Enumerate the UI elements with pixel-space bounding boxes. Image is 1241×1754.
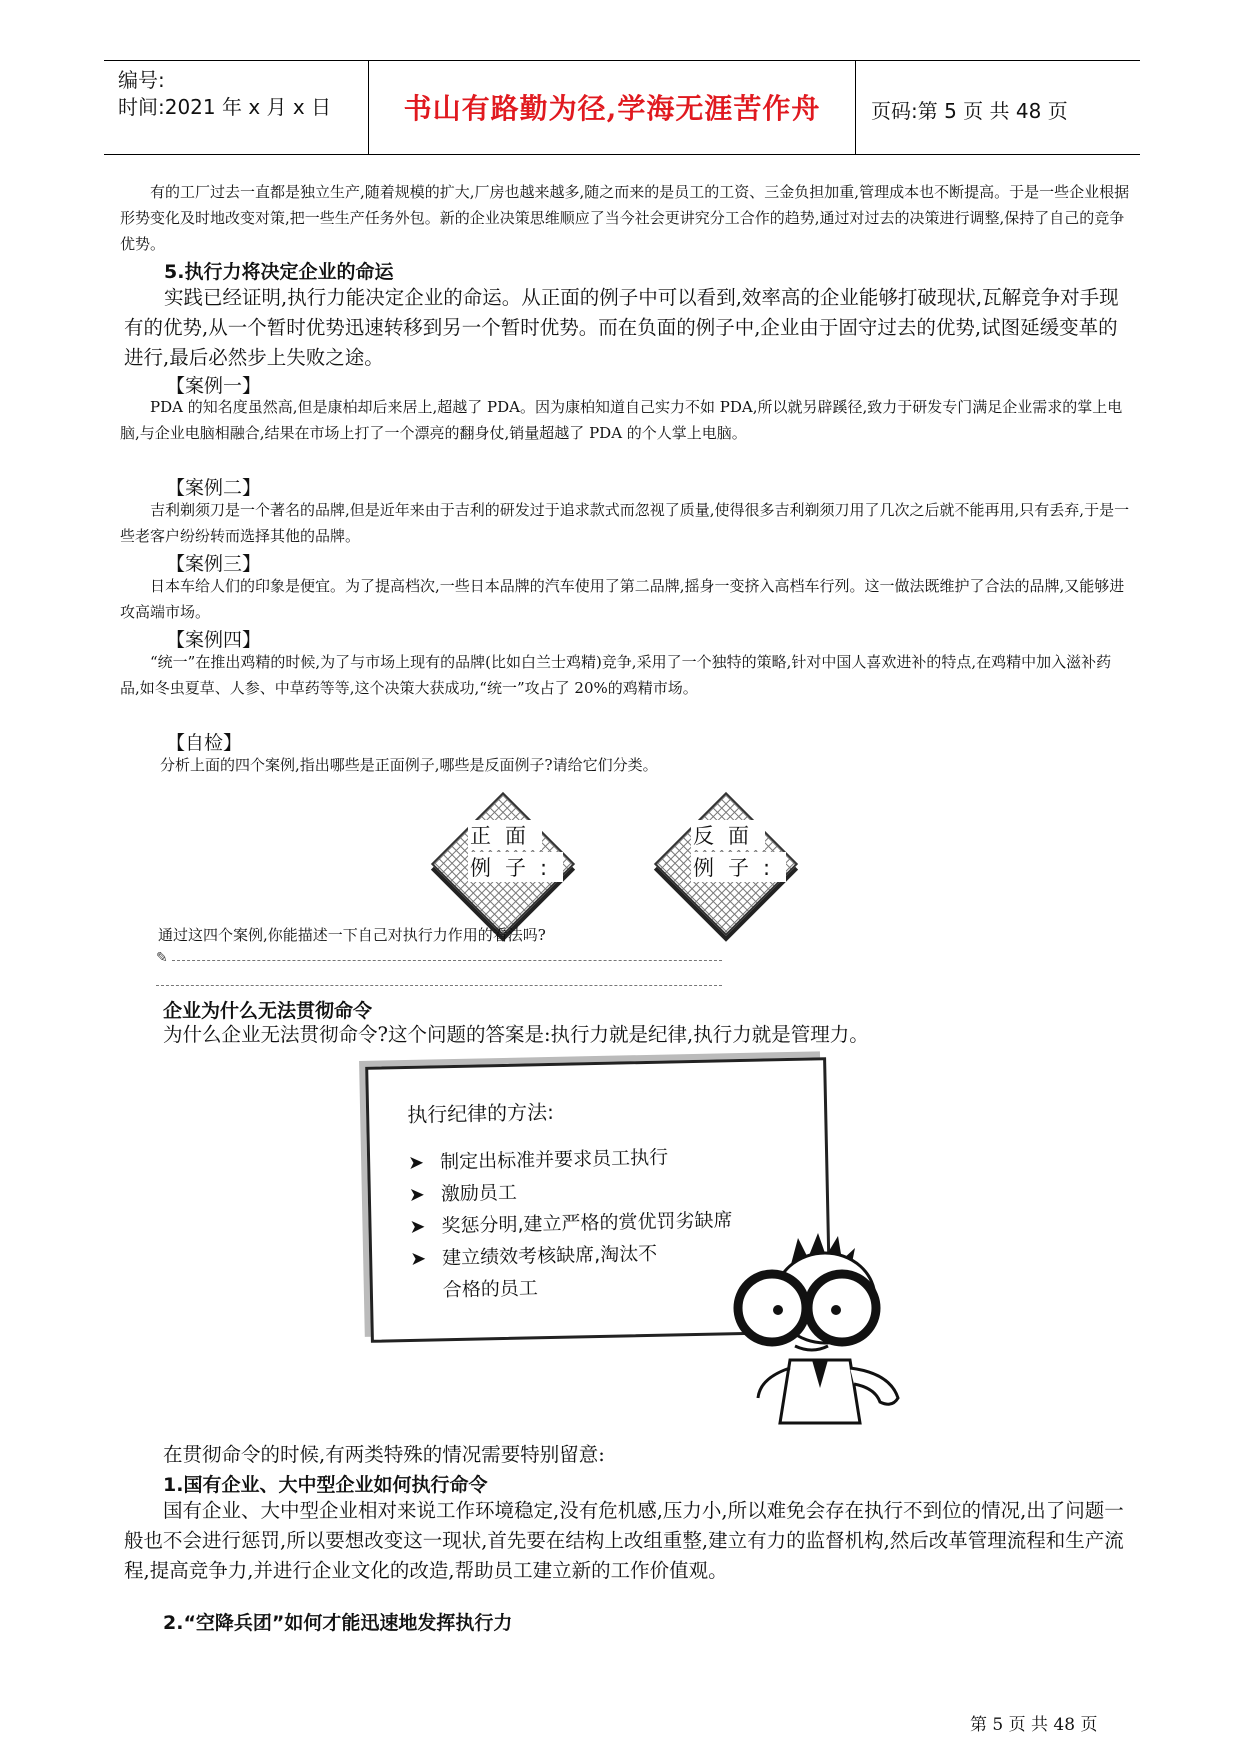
case3-text: 日本车给人们的印象是便宜。为了提高档次,一些日本品牌的汽车使用了第二品牌,摇身一变挤入高档车行列。这一做法既维护了合法的品牌,又能够进攻高端市场。 bbox=[120, 577, 1125, 621]
positive-examples-diamond bbox=[432, 793, 572, 933]
self-check-question: 分析上面的四个案例,指出哪些是正面例子,哪些是反面例子?请给它们分类。 bbox=[160, 756, 658, 774]
self-check-followup: 通过这四个案例,你能描述一下自己对执行力作用的看法吗? bbox=[158, 926, 546, 944]
banner-title: 执行纪律的方法: bbox=[406, 1099, 555, 1127]
negative-label-line1: 反面 bbox=[691, 820, 765, 850]
case4-label: 【案例四】 bbox=[166, 629, 262, 651]
arrow-bullet-icon: ➤ bbox=[409, 1247, 427, 1270]
case1-text: PDA 的知名度虽然高,但是康柏却后来居上,超越了 PDA。因为康柏知道自己实力不如 PDA,所以就另辟蹊径,致力于研发专门满足企业需求的掌上电脑,与企业电脑相融合,结果在市场上打了一个漂亮的翻身仗,销量超越了 PDA 的个人掌上电脑。 bbox=[120, 398, 1123, 442]
glasses-man-cartoon-icon bbox=[720, 1228, 920, 1428]
arrow-bullet-icon: ➤ bbox=[408, 1183, 426, 1206]
banner-item-text: 激励员工 bbox=[440, 1181, 518, 1206]
special-heading-1: 1.国有企业、大中型企业如何执行命令 bbox=[163, 1474, 488, 1496]
case4-text: “统一”在推出鸡精的时候,为了与市场上现有的品牌(比如白兰士鸡精)竞争,采用了一个独特的策略,针对中国人喜欢进补的特点,在鸡精中加入滋补药品,如冬虫夏草、人参、中草药等等,这个决策大获成功,“统一”攻占了 20%的鸡精市场。 bbox=[120, 653, 1112, 697]
banner-method-list bbox=[408, 1140, 734, 1307]
header-motto: 书山有路勤为径,学海无涯苦作舟 bbox=[403, 92, 821, 125]
special-heading-2: 2.“空降兵团”如何才能迅速地发挥执行力 bbox=[163, 1612, 513, 1634]
command-section-heading: 企业为什么无法贯彻命令 bbox=[163, 1000, 373, 1022]
negative-examples-diamond bbox=[655, 793, 795, 933]
self-check-label: 【自检】 bbox=[166, 732, 243, 754]
banner-item-continuation: 合格的员工 bbox=[442, 1277, 539, 1302]
negative-label-line2: 例子: bbox=[691, 852, 786, 882]
positive-label-line1: 正面 bbox=[468, 820, 542, 850]
case1-label: 【案例一】 bbox=[166, 375, 262, 397]
document-time-label: 时间:2021 年 x 月 x 日 bbox=[118, 95, 332, 119]
banner-item-text: 奖惩分明,建立严格的赏优罚劣缺席 bbox=[441, 1209, 733, 1238]
header-motto-cell bbox=[368, 61, 856, 154]
special-paragraph-1: 国有企业、大中型企业相对来说工作环境稳定,没有危机感,压力小,所以难免会存在执行不到位的情况,出了问题一般也不会进行惩罚,所以要想改变这一现状,首先要在结构上改组重整,建立有力的监督机构,然后改革管理流程和生产流程,提高竞争力,并进行企业文化的改造,帮助员工建立新的工作价值观。 bbox=[124, 1499, 1124, 1582]
banner-item-text: 制定出标准并要求员工执行 bbox=[439, 1146, 669, 1174]
case2-label: 【案例二】 bbox=[166, 477, 262, 499]
header-left-cell bbox=[104, 61, 368, 154]
intro-paragraph: 有的工厂过去一直都是独立生产,随着规模的扩大,厂房也越来越多,随之而来的是员工的工资、三金负担加重,管理成本也不断提高。于是一些企业根据形势变化及时地改变对策,把一些生产任务外包。新的企业决策思维顺应了当今社会更讲究分工合作的趋势,通过对过去的决策进行调整,保持了自己的竞争优势。 bbox=[120, 183, 1130, 253]
header-page-cell bbox=[855, 61, 1140, 154]
document-number-label: 编号: bbox=[118, 68, 165, 92]
positive-label-line2: 例子: bbox=[468, 852, 563, 882]
case2-text: 吉利剃须刀是一个著名的品牌,但是近年来由于吉利的研发过于追求款式而忽视了质量,使得很多吉利剃须刀用了几次之后就不能再用,只有丢弃,于是一些老客户纷纷转而选择其他的品牌。 bbox=[120, 501, 1130, 545]
pencil-icon: ✎ bbox=[156, 950, 168, 966]
command-section-paragraph: 为什么企业无法贯彻命令?这个问题的答案是:执行力就是纪律,执行力就是管理力。 bbox=[163, 1023, 869, 1046]
case3-label: 【案例三】 bbox=[166, 553, 262, 575]
footer-page-number: 第 5 页 共 48 页 bbox=[970, 1715, 1098, 1735]
banner-item-text: 建立绩效考核缺席,淘汰不 bbox=[441, 1242, 658, 1270]
section5-paragraph: 实践已经证明,执行力能决定企业的命运。从正面的例子中可以看到,效率高的企业能够打破现状,瓦解竞争对手现有的优势,从一个暂时优势迅速转移到另一个暂时优势。而在负面的例子中,企业由于固守过去的优势,试图延缓变革的进行,最后必然步上失败之途。 bbox=[124, 286, 1119, 369]
arrow-bullet-icon: ➤ bbox=[409, 1215, 426, 1238]
answer-line-2 bbox=[156, 985, 722, 986]
answer-line-1 bbox=[172, 960, 722, 961]
header-page-label: 页码:第 5 页 共 48 页 bbox=[871, 99, 1068, 123]
page-header bbox=[104, 60, 1140, 155]
arrow-bullet-icon: ➤ bbox=[407, 1151, 425, 1174]
special-intro: 在贯彻命令的时候,有两类特殊的情况需要特别留意: bbox=[163, 1443, 605, 1466]
section5-heading: 5.执行力将决定企业的命运 bbox=[164, 261, 394, 283]
